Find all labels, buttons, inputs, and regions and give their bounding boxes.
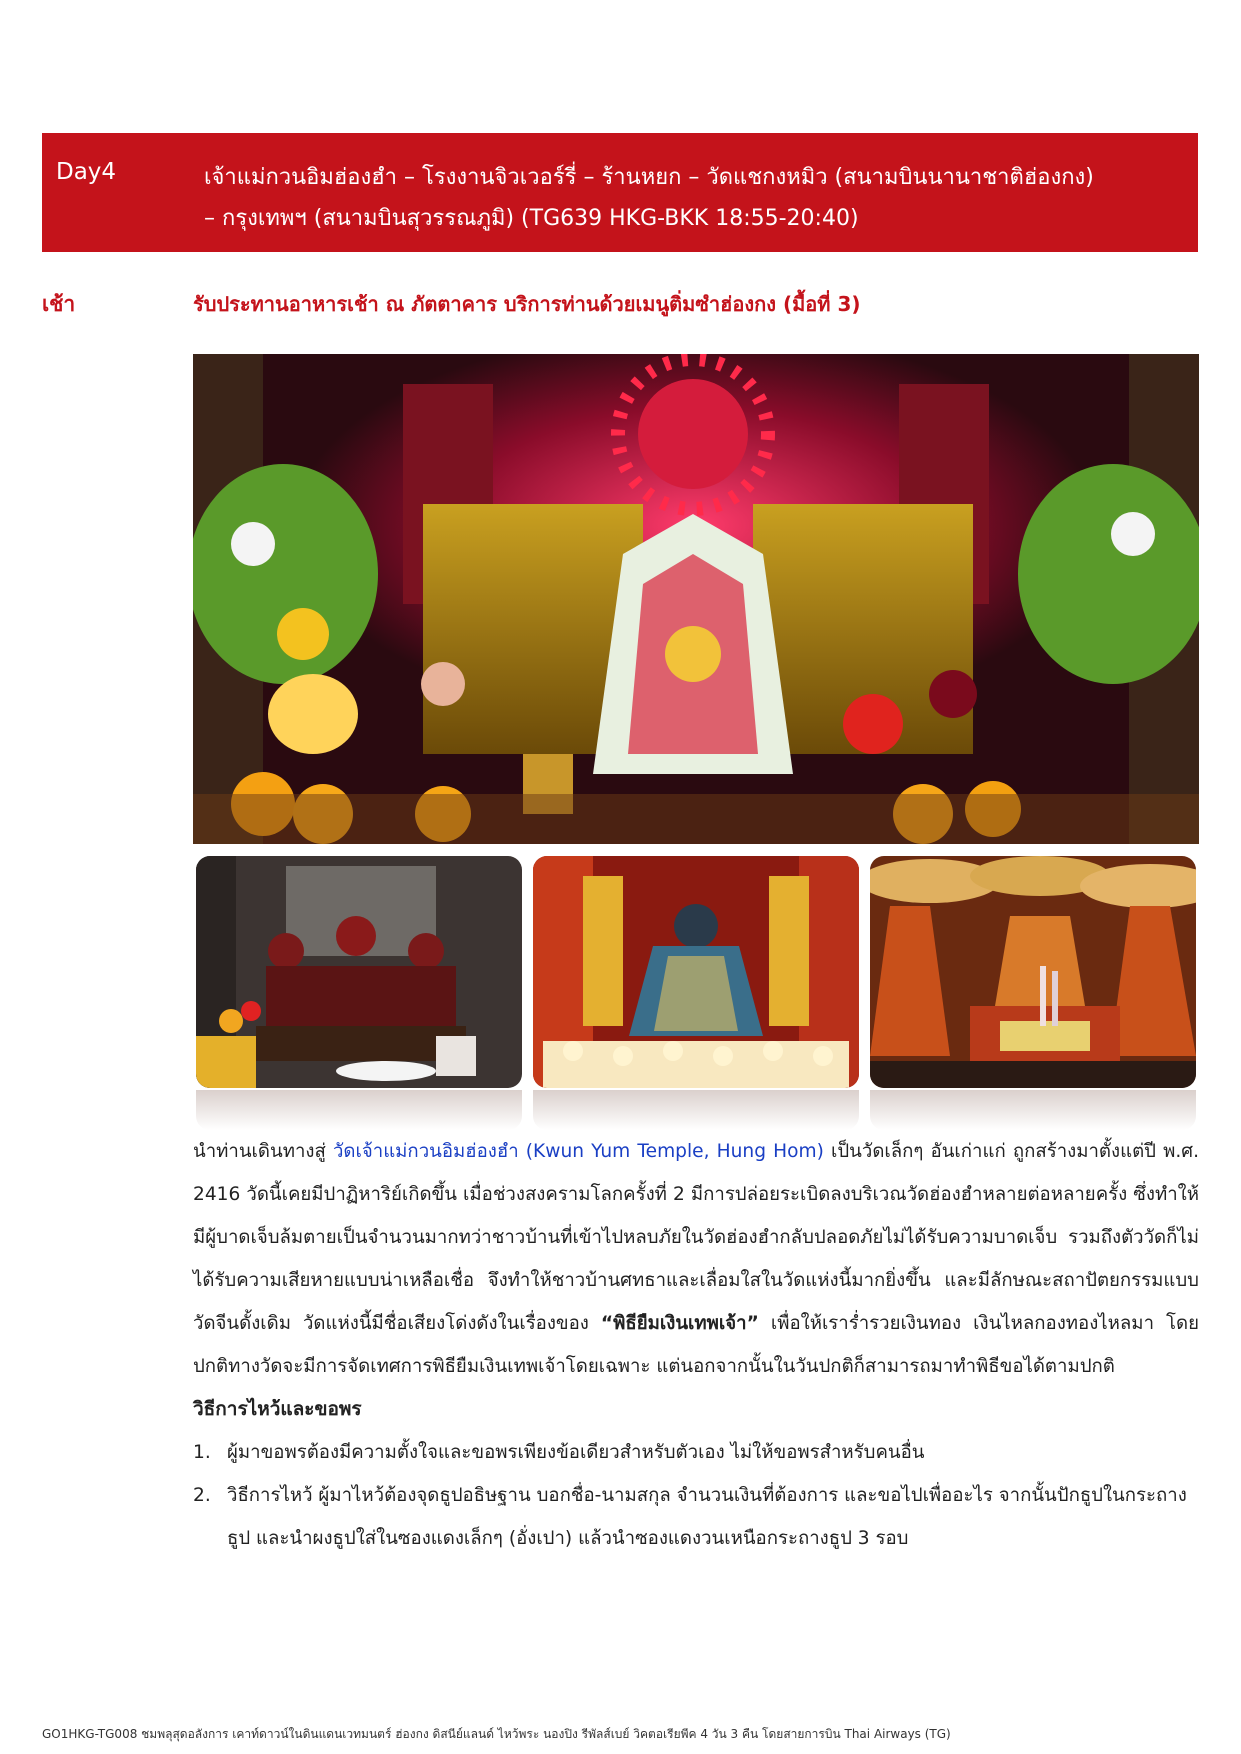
list-item-text: ผู้มาขอพรต้องมีความตั้งใจและขอพรเพียงข้อเดียวสำหรับตัวเอง ไม่ให้ขอพรสำหรับคนอื่น xyxy=(227,1442,925,1463)
prayer-steps-list xyxy=(193,1431,1199,1560)
photo-reflection xyxy=(533,1090,859,1130)
day-label: Day4 xyxy=(56,159,117,185)
day-banner xyxy=(42,133,1198,252)
photo-reflection xyxy=(196,1090,522,1130)
section-title: วิธีการไหว้และขอพร xyxy=(193,1398,362,1420)
temple-altar-photo xyxy=(193,354,1199,844)
temple-name: วัดเจ้าแม่กวนอิมฮ่องฮำ (Kwun Yum Temple, Hung Hom) xyxy=(332,1141,824,1162)
list-item xyxy=(193,1431,1199,1474)
intro-prefix: นำท่านเดินทางสู่ xyxy=(193,1141,333,1162)
intro-text: เป็นวัดเล็กๆ อันเก่าแก่ ถูกสร้างมาตั้งแต่ปี พ.ศ. 2416 วัดนี้เคยมีปาฏิหาริย์เกิดขึ้น เมื่อช่วงสงครามโลกครั้งที่ 2 มีการปล่อยระเบิดลงบริเวณวัดฮ่องฮำหลายต่อหลายครั้ง ซึ่งทำให้มีผู้บาดเจ็บล้มตายเป็นจำนวนมากทว่าชาวบ้านที่เข้าไปหลบภัยในวัดฮ่องฮำกลับปลอดภัยไม่ได้รับความบาดเจ็บ รวมถึงตัววัดก็ไม่ได้รับความเสียหายแบบน่าเหลือเชื่อ จึงทำให้ชาวบ้านศทธาและเลื่อมใสในวัดแห่งนี้มากยิ่งขึ้น และมีลักษณะสถาปัตยกรรมแบบวัดจีนดั้งเดิม วัดแห่งนี้มีชื่อเสียงโด่งดังในเรื่องของ xyxy=(193,1141,1199,1334)
ritual-name: “พิธียืมเงินเทพเจ้า” xyxy=(600,1313,759,1334)
day-title-line-2: – กรุงเทพฯ (สนามบินสุวรรณภูมิ) (TG639 HKG-BKK 18:55-20:40) xyxy=(204,206,859,231)
list-item-number: 2. xyxy=(193,1485,211,1506)
list-item-text: วิธีการไหว้ ผู้มาไหว้ต้องจุดธูปอธิษฐาน บอกชื่อ-นามสกุล จำนวนเงินที่ต้องการ และขอไปเพื่ออะไร จากนั้นปักธูปในกระถางธูป และนำผงธูปใส่ในซองแดงเล็กๆ (อั่งเปา) แล้วนำซองแดงวนเหนือกระถางธูป 3 รอบ xyxy=(227,1485,1187,1549)
list-item xyxy=(193,1474,1199,1560)
guanyin-statue-photo xyxy=(533,856,859,1088)
day-title-line-1: เจ้าแม่กวนอิมฮ่องฮำ – โรงงานจิวเวอร์รี่ – ร้านหยก – วัดแชกงหมิว (สนามบินนานาชาติฮ่องกง) xyxy=(204,165,1094,190)
list-item-number: 1. xyxy=(193,1442,211,1463)
page-footer: GO1HKG-TG008 ชมพลุสุดอลังการ เคาท์ดาวน์ในดินแดนเวทมนตร์ ฮ่องกง ดิสนีย์แลนด์ ไหว้พระ นองปิง รีพัลส์เบย์ วิคตอเรียพีค 4 วัน 3 คืน โดยสายการบิน Thai Airways (TG) xyxy=(42,1727,951,1741)
intro-paragraph xyxy=(193,1130,1199,1388)
temple-description xyxy=(193,1130,1199,1560)
day-title xyxy=(204,157,1184,239)
meal-label: เช้า xyxy=(42,292,76,316)
intro-end: เพื่อให้เราร่ำรวยเงินทอง เงินไหลกองทองไหลมา โดยปกติทางวัดจะมีการจัดเทศการพิธียืมเงินเทพเจ้าโดยเฉพาะ แต่นอกจากนั้นในวันปกติก็สามารถมาทำพิธีขอได้ตามปกติ xyxy=(193,1313,1199,1377)
incense-coils-photo xyxy=(870,856,1196,1088)
photo-reflection xyxy=(870,1090,1196,1130)
meal-text: รับประทานอาหารเช้า ณ ภัตตาคาร บริการท่านด้วยเมนูติ่มซำฮ่องกง (มื้อที่ 3) xyxy=(193,292,861,316)
temple-deities-photo xyxy=(196,856,522,1088)
